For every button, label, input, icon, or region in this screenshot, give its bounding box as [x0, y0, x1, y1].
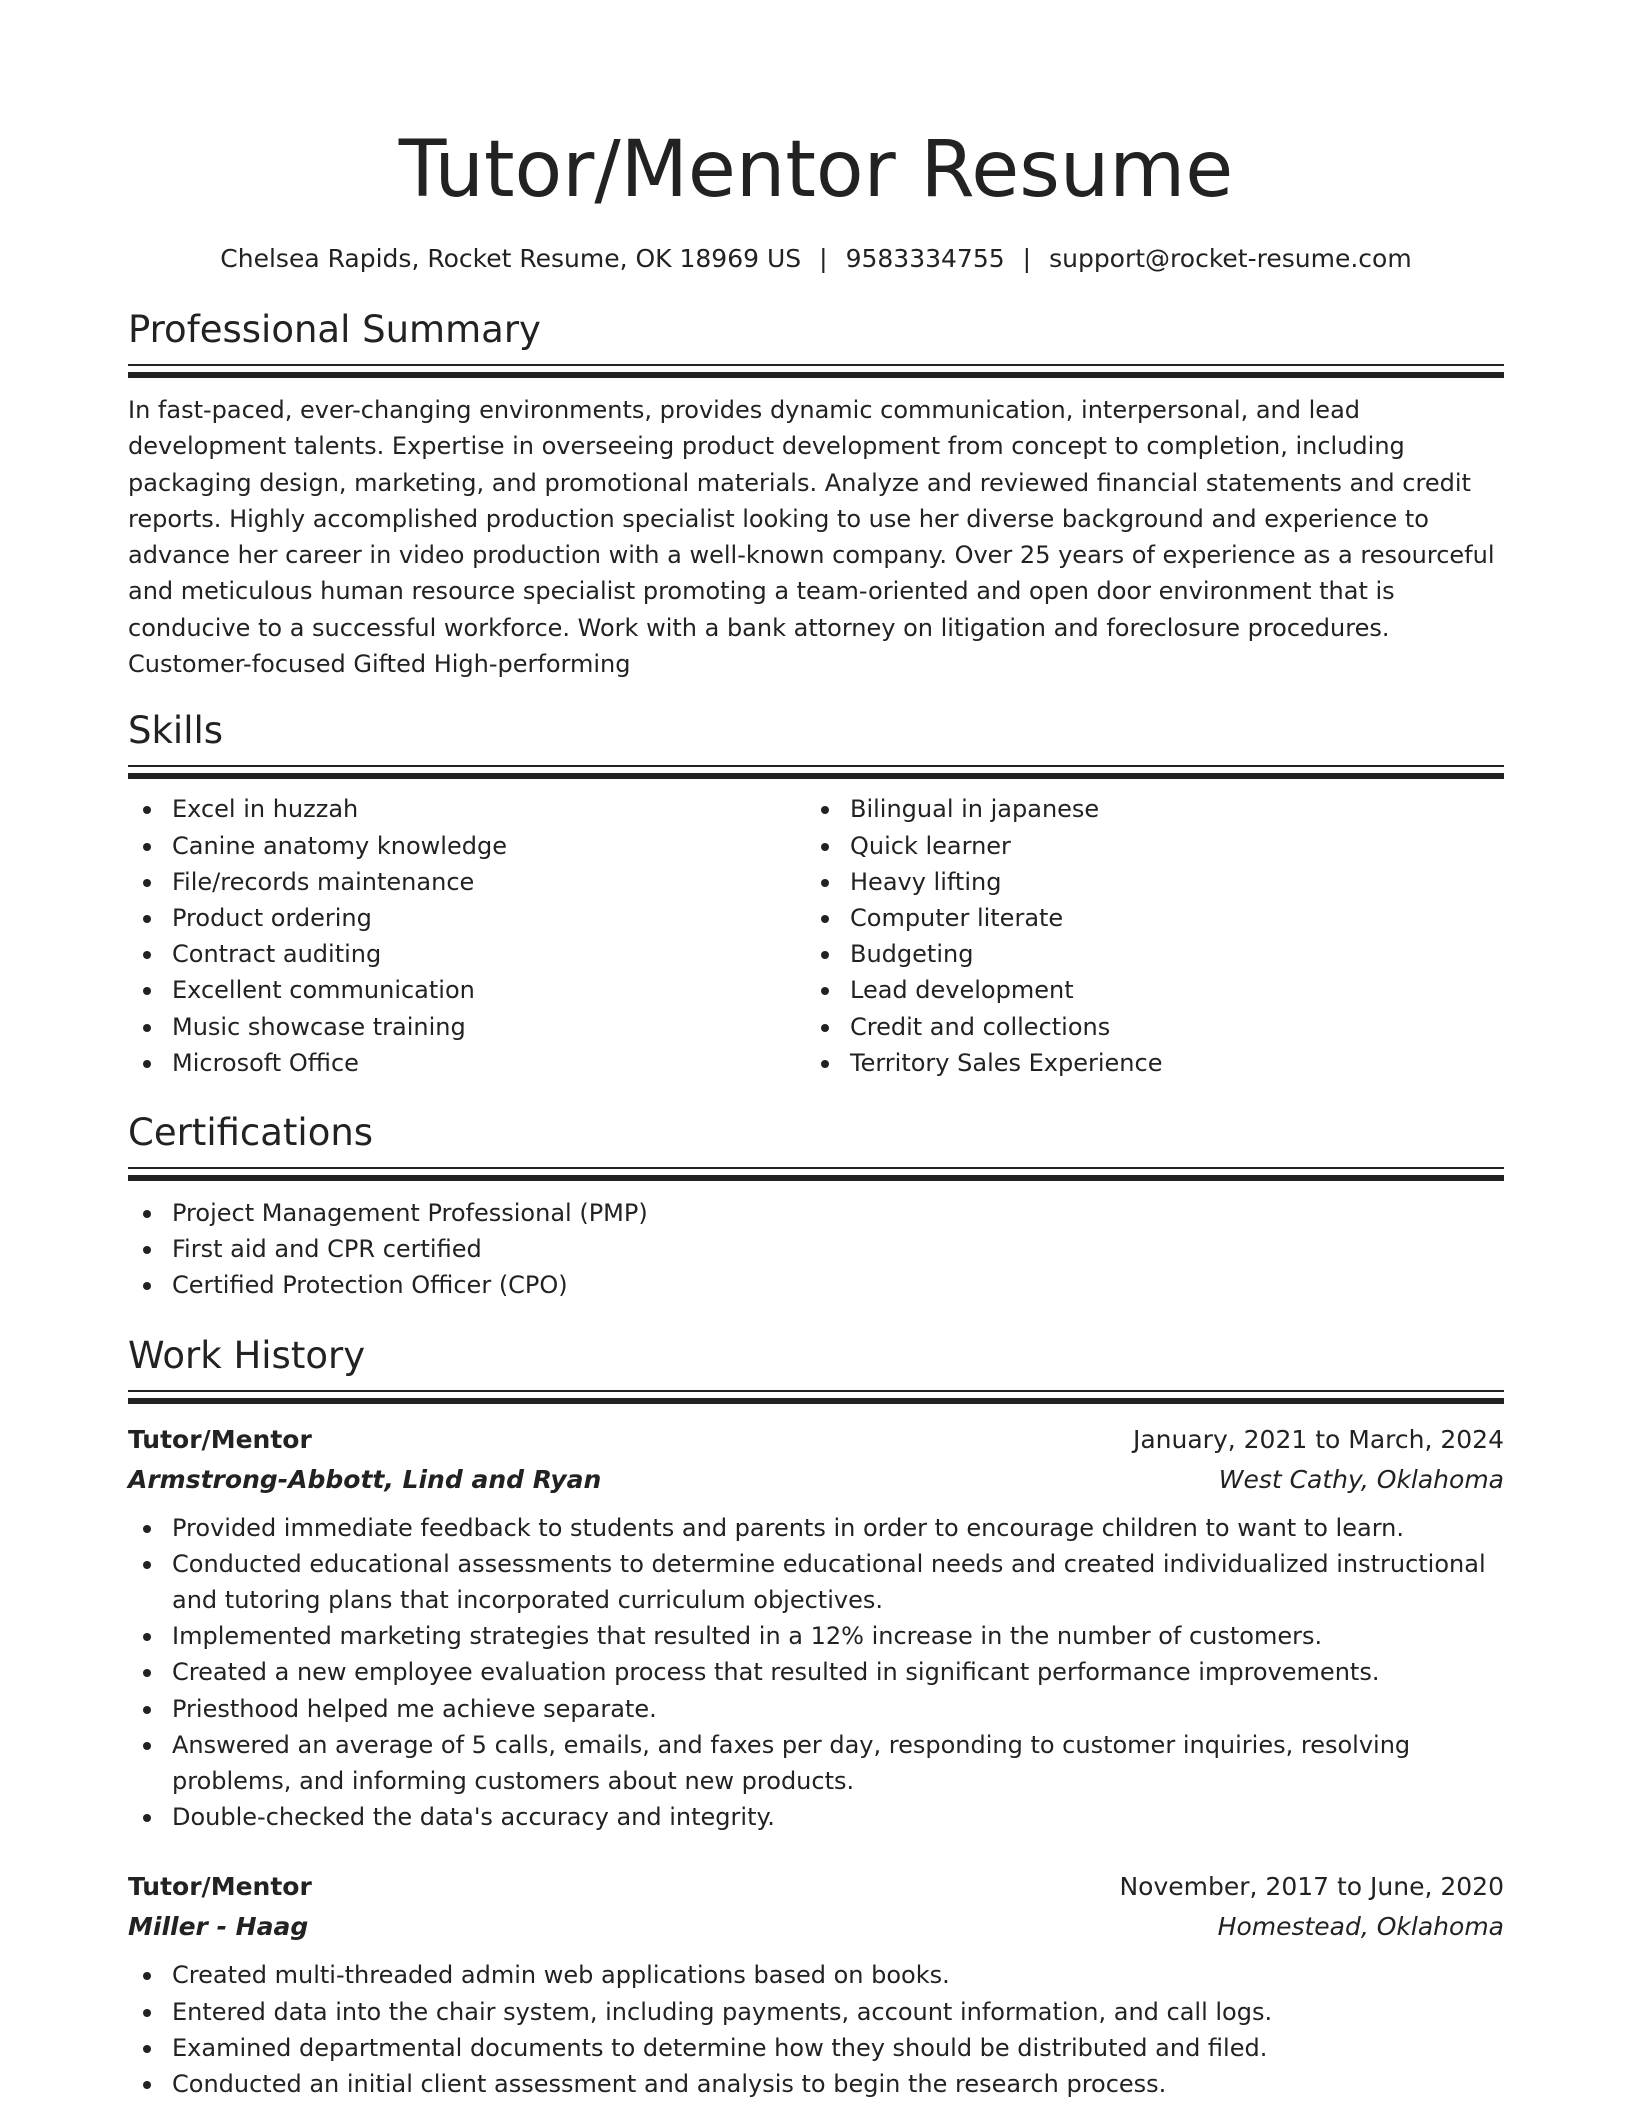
skills-heading: Skills — [128, 709, 224, 753]
job-dates: November, 2017 to June, 2020 — [1119, 1872, 1504, 1902]
job-entry — [128, 1867, 1504, 2102]
list-item: Conducted an initial client assessment and analysis to begin the research process. — [172, 2066, 1504, 2102]
list-item: Quick learner — [850, 828, 1484, 864]
skills-section — [128, 707, 1504, 1081]
job-company: Miller - Haag — [128, 1912, 309, 1942]
job-header-row — [128, 1867, 1504, 1907]
skills-columns — [128, 791, 1504, 1081]
job-dates: January, 2021 to March, 2024 — [1132, 1424, 1504, 1454]
section-divider — [128, 1390, 1504, 1404]
section-divider — [128, 765, 1504, 779]
section-divider — [128, 364, 1504, 378]
list-item: Created multi-threaded admin web applications based on books. — [172, 1957, 1504, 1993]
list-item: Examined departmental documents to determine how they should be distributed and filed. — [172, 2030, 1504, 2066]
list-item: First aid and CPR certified — [172, 1231, 1504, 1267]
list-item: Lead development — [850, 972, 1484, 1008]
contact-separator: | — [819, 244, 828, 273]
page-title: Tutor/Mentor Resume — [398, 125, 1234, 215]
job-title: Tutor/Mentor — [128, 1424, 312, 1454]
list-item: Certified Protection Officer (CPO) — [172, 1267, 1504, 1303]
section-divider — [128, 1167, 1504, 1181]
list-item: Implemented marketing strategies that resulted in a 12% increase in the number of customers. — [172, 1618, 1504, 1654]
list-item: Provided immediate feedback to students and parents in order to encourage children to want to learn. — [172, 1510, 1504, 1546]
skills-list-left — [128, 791, 806, 1081]
list-item: Bilingual in japanese — [850, 791, 1484, 827]
summary-text: In fast-paced, ever-changing environments, provides dynamic communication, interpersonal, and lead development talents. Expertise in overseeing product development from concept to completion, including packaging design, marketing, and promotional materials. Analyze and reviewed financial statements and credit reports. Highly accomplished production specialist looking to use her diverse background and experience to advance her career in video production with a well-known company. Over 25 years of experience as a resourceful and meticulous human resource specialist promoting a team-oriented and open door environment that is conducive to a successful workforce. Work with a bank attorney on litigation and foreclosure procedures. Customer-focused Gifted High-performing — [128, 396, 1495, 679]
list-item: Created a new employee evaluation process that resulted in significant performance improvements. — [172, 1654, 1504, 1690]
list-item: Microsoft Office — [172, 1045, 806, 1081]
certifications-list — [128, 1195, 1504, 1304]
list-item: Answered an average of 5 calls, emails, and faxes per day, responding to customer inquiries, resolving problems, and informing customers about new products. — [172, 1727, 1504, 1799]
contact-separator: | — [1022, 244, 1032, 273]
summary-section — [128, 306, 1504, 682]
contact-phone: 9583334755 — [845, 244, 1005, 273]
list-item: Budgeting — [850, 936, 1484, 972]
list-item: Territory Sales Experience — [850, 1045, 1484, 1081]
skills-list-right — [806, 791, 1484, 1081]
job-location: West Cathy, Oklahoma — [1218, 1464, 1504, 1494]
job-header-row — [128, 1420, 1504, 1460]
resume-page — [128, 0, 1504, 2102]
certifications-heading: Certifications — [128, 1111, 374, 1154]
list-item: Excel in huzzah — [172, 791, 806, 827]
list-item: Credit and collections — [850, 1009, 1484, 1045]
list-item: Excellent communication — [172, 972, 806, 1008]
job-bullets — [128, 1957, 1504, 2102]
job-company-row — [128, 1907, 1504, 1947]
job-title: Tutor/Mentor — [128, 1872, 312, 1902]
contact-email: support@rocket-resume.com — [1049, 244, 1412, 273]
list-item: Priesthood helped me achieve separate. — [172, 1691, 1504, 1727]
contact-address: Chelsea Rapids, Rocket Resume, OK 18969 US — [220, 244, 802, 273]
job-company: Armstrong-Abbott, Lind and Ryan — [128, 1464, 602, 1494]
job-location: Homestead, Oklahoma — [1217, 1912, 1504, 1942]
list-item: File/records maintenance — [172, 864, 806, 900]
work-history-section — [128, 1332, 1504, 2103]
list-item: Conducted educational assessments to determine educational needs and created individualized instructional and tutoring plans that incorporated curriculum objectives. — [172, 1546, 1504, 1618]
list-item: Canine anatomy knowledge — [172, 828, 806, 864]
job-company-row — [128, 1460, 1504, 1500]
job-entry — [128, 1420, 1504, 1836]
job-bullets — [128, 1510, 1504, 1836]
certifications-section — [128, 1109, 1504, 1304]
list-item: Contract auditing — [172, 936, 806, 972]
summary-heading: Professional Summary — [128, 308, 541, 351]
list-item: Product ordering — [172, 900, 806, 936]
list-item: Double-checked the data's accuracy and integrity. — [172, 1799, 1504, 1835]
work-history-heading: Work History — [128, 1333, 366, 1377]
list-item: Computer literate — [850, 900, 1484, 936]
contact-line — [128, 242, 1504, 276]
list-item: Project Management Professional (PMP) — [172, 1195, 1504, 1231]
list-item: Heavy lifting — [850, 864, 1484, 900]
list-item: Entered data into the chair system, including payments, account information, and call logs. — [172, 1994, 1504, 2030]
list-item: Music showcase training — [172, 1009, 806, 1045]
